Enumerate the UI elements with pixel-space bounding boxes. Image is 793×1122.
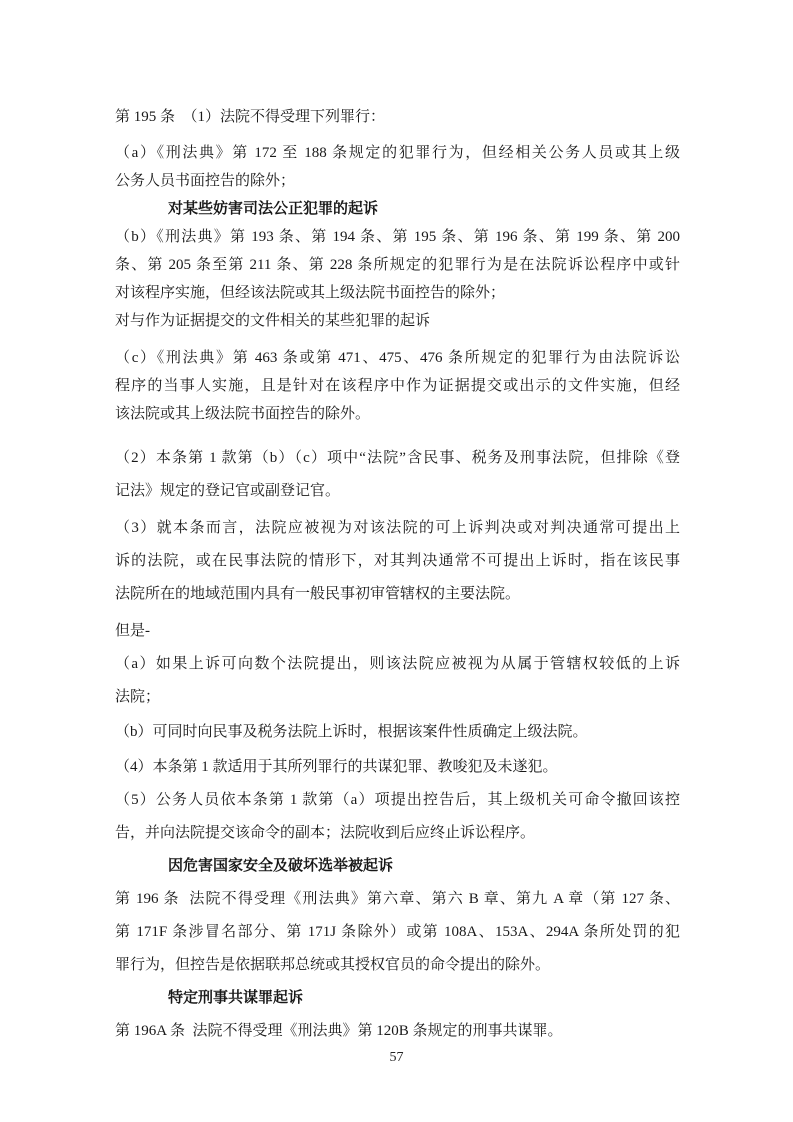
clause-b-line: （b）《刑法典》第 193 条、第 194 条、第 195 条、第 196 条、第 199 条、第 200 <box>115 229 680 245</box>
section-heading-criminal-conspiracy: 特定刑事共谋罪起诉 <box>168 990 304 1006</box>
proviso-intro-line: 但是- <box>115 623 150 639</box>
subsection-5-line: 告，并向法院提交该命令的副本；法院收到后应终止诉讼程序。 <box>115 825 536 841</box>
clause-a-line: （a）《刑法典》第 172 至 188 条规定的犯罪行为，但经相关公务人员或其上级 <box>115 145 680 161</box>
article-195-intro-line: 第 195 条 （1）法院不得受理下列罪行： <box>115 109 386 125</box>
clause-c-line: （c）《刑法典》第 463 条或第 471、475、476 条所规定的犯罪行为由法院诉讼 <box>115 350 680 366</box>
article-196a-line: 第 196A 条 法院不得受理《刑法典》第 120B 条规定的刑事共谋罪。 <box>115 1023 563 1039</box>
subheading-documents-as-evidence: 对与作为证据提交的文件相关的某些犯罪的起诉 <box>115 313 431 329</box>
clause-b-line: 条、第 205 条至第 211 条、第 228 条所规定的犯罪行为是在法院诉讼程序中或针 <box>115 257 680 273</box>
page-body-text <box>115 103 680 1048</box>
article-196-line: 第 171F 条涉冒名部分、第 171J 条除外）或第 108A、153A、294A 条所处罚的犯 <box>115 924 680 940</box>
proviso-a-line: （a）如果上诉可向数个法院提出，则该法院应被视为从属于管辖权较低的上诉 <box>115 656 680 672</box>
subsection-3-line: 法院所在的地域范围内具有一般民事初审管辖权的主要法院。 <box>115 586 521 602</box>
clause-c-line: 程序的当事人实施，且是针对在该程序中作为证据提交或出示的文件实施，但经 <box>115 378 680 394</box>
clause-c-line: 该法院或其上级法院书面控告的除外。 <box>115 406 371 422</box>
subsection-2-line: 记法》规定的登记官或副登记官。 <box>115 483 341 499</box>
subsection-3-line: 诉的法院，或在民事法院的情形下，对其判决通常不可提出上诉时，指在该民事 <box>115 553 680 569</box>
article-196-line: 第 196 条 法院不得受理《刑法典》第六章、第六 B 章、第九 A 章（第 127 条、 <box>115 891 680 907</box>
subsection-5-line: （5）公务人员依本条第 1 款第（a）项提出控告后，其上级机关可命令撤回该控 <box>115 792 680 808</box>
subsection-2-line: （2）本条第 1 款第（b）（c）项中“法院”含民事、税务及刑事法院，但排除《登 <box>115 450 680 466</box>
page-number: 57 <box>389 1050 404 1065</box>
clause-b-line: 对该程序实施，但经该法院或其上级法院书面控告的除外； <box>115 285 506 301</box>
section-heading-obstruction-of-justice: 对某些妨害司法公正犯罪的起诉 <box>168 201 379 217</box>
subsection-4-line: （4）本条第 1 款适用于其所列罪行的共谋犯罪、教唆犯及未遂犯。 <box>115 759 558 775</box>
clause-a-line: 公务人员书面控告的除外； <box>115 173 296 189</box>
proviso-b-line: （b）可同时向民事及税务法院上诉时，根据该案件性质确定上级法院。 <box>115 724 588 740</box>
proviso-a-line: 法院； <box>115 689 161 705</box>
article-196-line: 罪行为，但控告是依据联邦总统或其授权官员的命令提出的除外。 <box>115 957 551 973</box>
subsection-3-line: （3）就本条而言，法院应被视为对该法院的可上诉判决或对判决通常可提出上 <box>115 520 680 536</box>
section-heading-national-security-elections: 因危害国家安全及破坏选举被起诉 <box>168 858 394 874</box>
